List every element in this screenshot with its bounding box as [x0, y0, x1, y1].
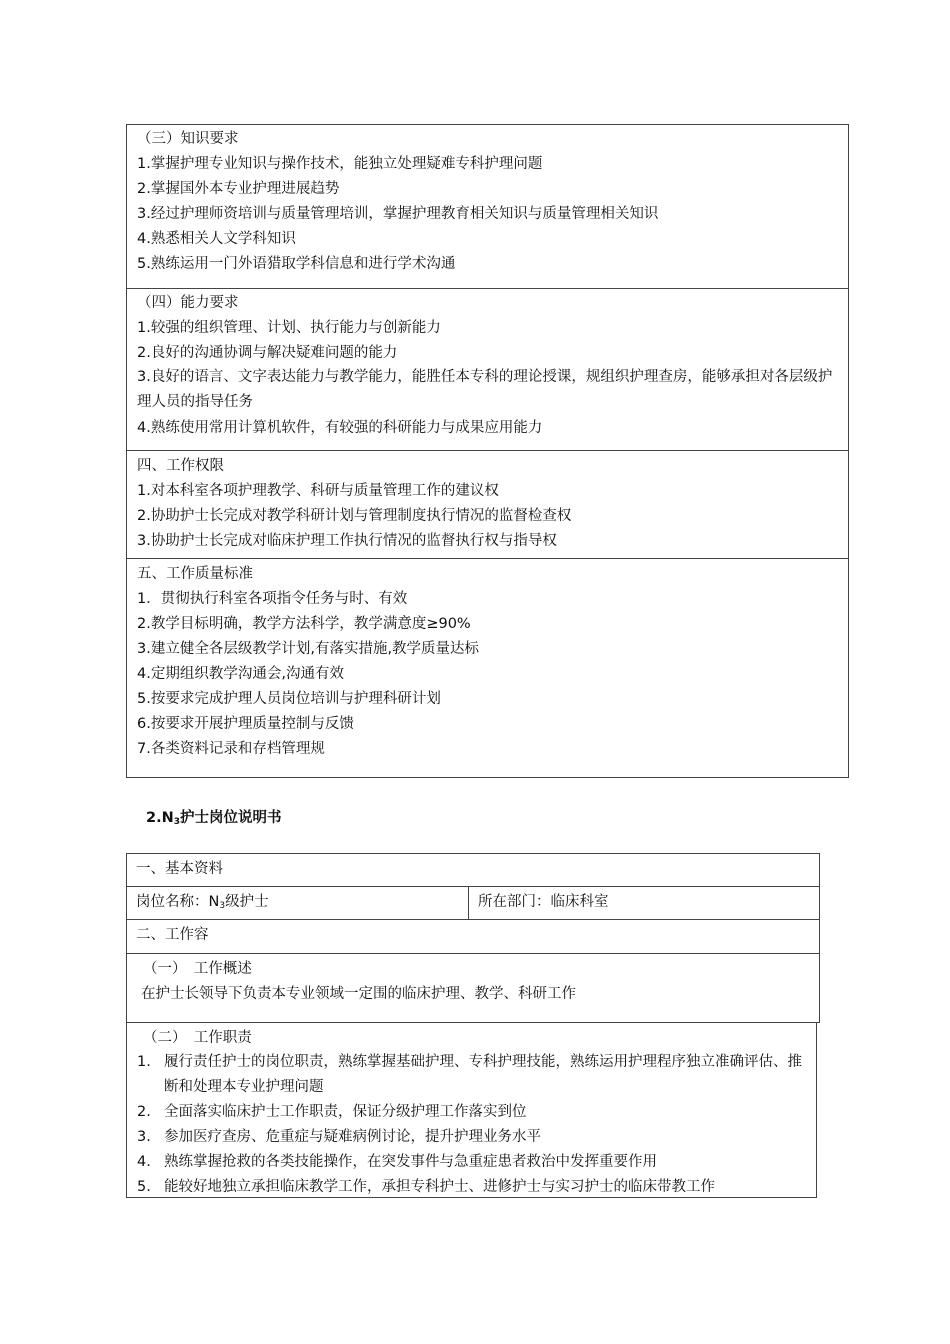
- basic-info-heading: 一、基本资料: [136, 861, 223, 877]
- list-item: 4.定期组织教学沟通会,沟通有效: [137, 666, 344, 682]
- ability-section: [126, 288, 849, 451]
- list-item: 6.按要求开展护理质量控制与反馈: [137, 716, 354, 732]
- list-item: 3.经过护理师资培训与质量管理培训，掌握护理教育相关知识与质量管理相关知识: [137, 206, 659, 222]
- duties-heading: （二） 工作职责: [143, 1030, 252, 1046]
- overview-heading: （一） 工作概述: [143, 961, 252, 977]
- position-name: 岗位名称：$N_3$级护士: [136, 894, 269, 911]
- list-item: 4.熟练使用常用计算机软件，有较强的科研能力与成果应用能力: [137, 420, 543, 436]
- list-item: 1.较强的组织管理、计划、执行能力与创新能力: [137, 320, 441, 336]
- duty-item: 2. 全面落实临床护士工作职责，保证分级护理工作落实到位: [137, 1104, 527, 1120]
- duty-item: 4. 熟练掌握抢救的各类技能操作，在突发事件与急重症患者救治中发挥重要作用: [137, 1154, 657, 1170]
- ability-heading: （四）能力要求: [137, 295, 239, 311]
- list-item: 3.建立健全各层级教学计划,有落实措施,教学质量达标: [137, 641, 480, 657]
- list-item: 5.按要求完成护理人员岗位培训与护理科研计划: [137, 691, 441, 707]
- section-title: $2.N_3$护士岗位说明书: [146, 810, 282, 827]
- overview-text: 在护士长领导下负责本专业领域一定围的临床护理、教学、科研工作: [141, 986, 576, 1002]
- work-content-row: [126, 919, 820, 954]
- knowledge-heading: （三）知识要求: [137, 131, 239, 147]
- list-item: 2.良好的沟通协调与解决疑难问题的能力: [137, 345, 398, 361]
- list-item: 1．贯彻执行科室各项指令任务与时、有效: [137, 591, 408, 607]
- position-name-cell: [126, 886, 469, 920]
- list-item: 7.各类资料记录和存档管理规: [137, 741, 325, 757]
- list-item: 2.协助护士长完成对教学科研计划与管理制度执行情况的监督检查权: [137, 508, 572, 524]
- knowledge-section: [126, 124, 849, 289]
- list-item: 3.协助护士长完成对临床护理工作执行情况的监督执行权与指导权: [137, 533, 557, 549]
- overview-row: [126, 953, 820, 1023]
- duty-item: 5. 能较好地独立承担临床教学工作，承担专科护士、进修护士与实习护士的临床带教工作: [137, 1179, 715, 1195]
- authority-heading: 四、工作权限: [137, 458, 224, 474]
- list-item: 2.掌握国外本专业护理进展趋势: [137, 181, 340, 197]
- list-item: 3.良好的语言、文字表达能力与教学能力，能胜任本专科的理论授课，规组织护理查房，能够承担对各层级护理人员的指导任务: [137, 369, 833, 410]
- duties-row: [126, 1022, 817, 1198]
- basic-info-row: [126, 853, 820, 887]
- list-item: 2.教学目标明确，教学方法科学，教学满意度≥90%: [137, 616, 471, 632]
- list-item: 5.熟练运用一门外语猎取学科信息和进行学术沟通: [137, 256, 456, 272]
- list-item: 1.掌握护理专业知识与操作技术，能独立处理疑难专科护理问题: [137, 156, 543, 172]
- list-item: 1.对本科室各项护理教学、科研与质量管理工作的建议权: [137, 483, 499, 499]
- duty-item: 3. 参加医疗查房、危重症与疑难病例讨论，提升护理业务水平: [137, 1129, 541, 1145]
- list-item: 4.熟悉相关人文学科知识: [137, 231, 296, 247]
- department-cell: [468, 886, 820, 920]
- quality-section: [126, 558, 849, 778]
- work-content-heading: 二、工作容: [136, 927, 209, 943]
- authority-section: [126, 450, 849, 559]
- quality-heading: 五、工作质量标准: [137, 566, 253, 582]
- department: 所在部门：临床科室: [478, 894, 609, 910]
- duty-item: 1. 履行责任护士的岗位职责，熟练掌握基础护理、专科护理技能，熟练运用护理程序独立准确评估、推断和处理本专业护理问题: [137, 1054, 802, 1095]
